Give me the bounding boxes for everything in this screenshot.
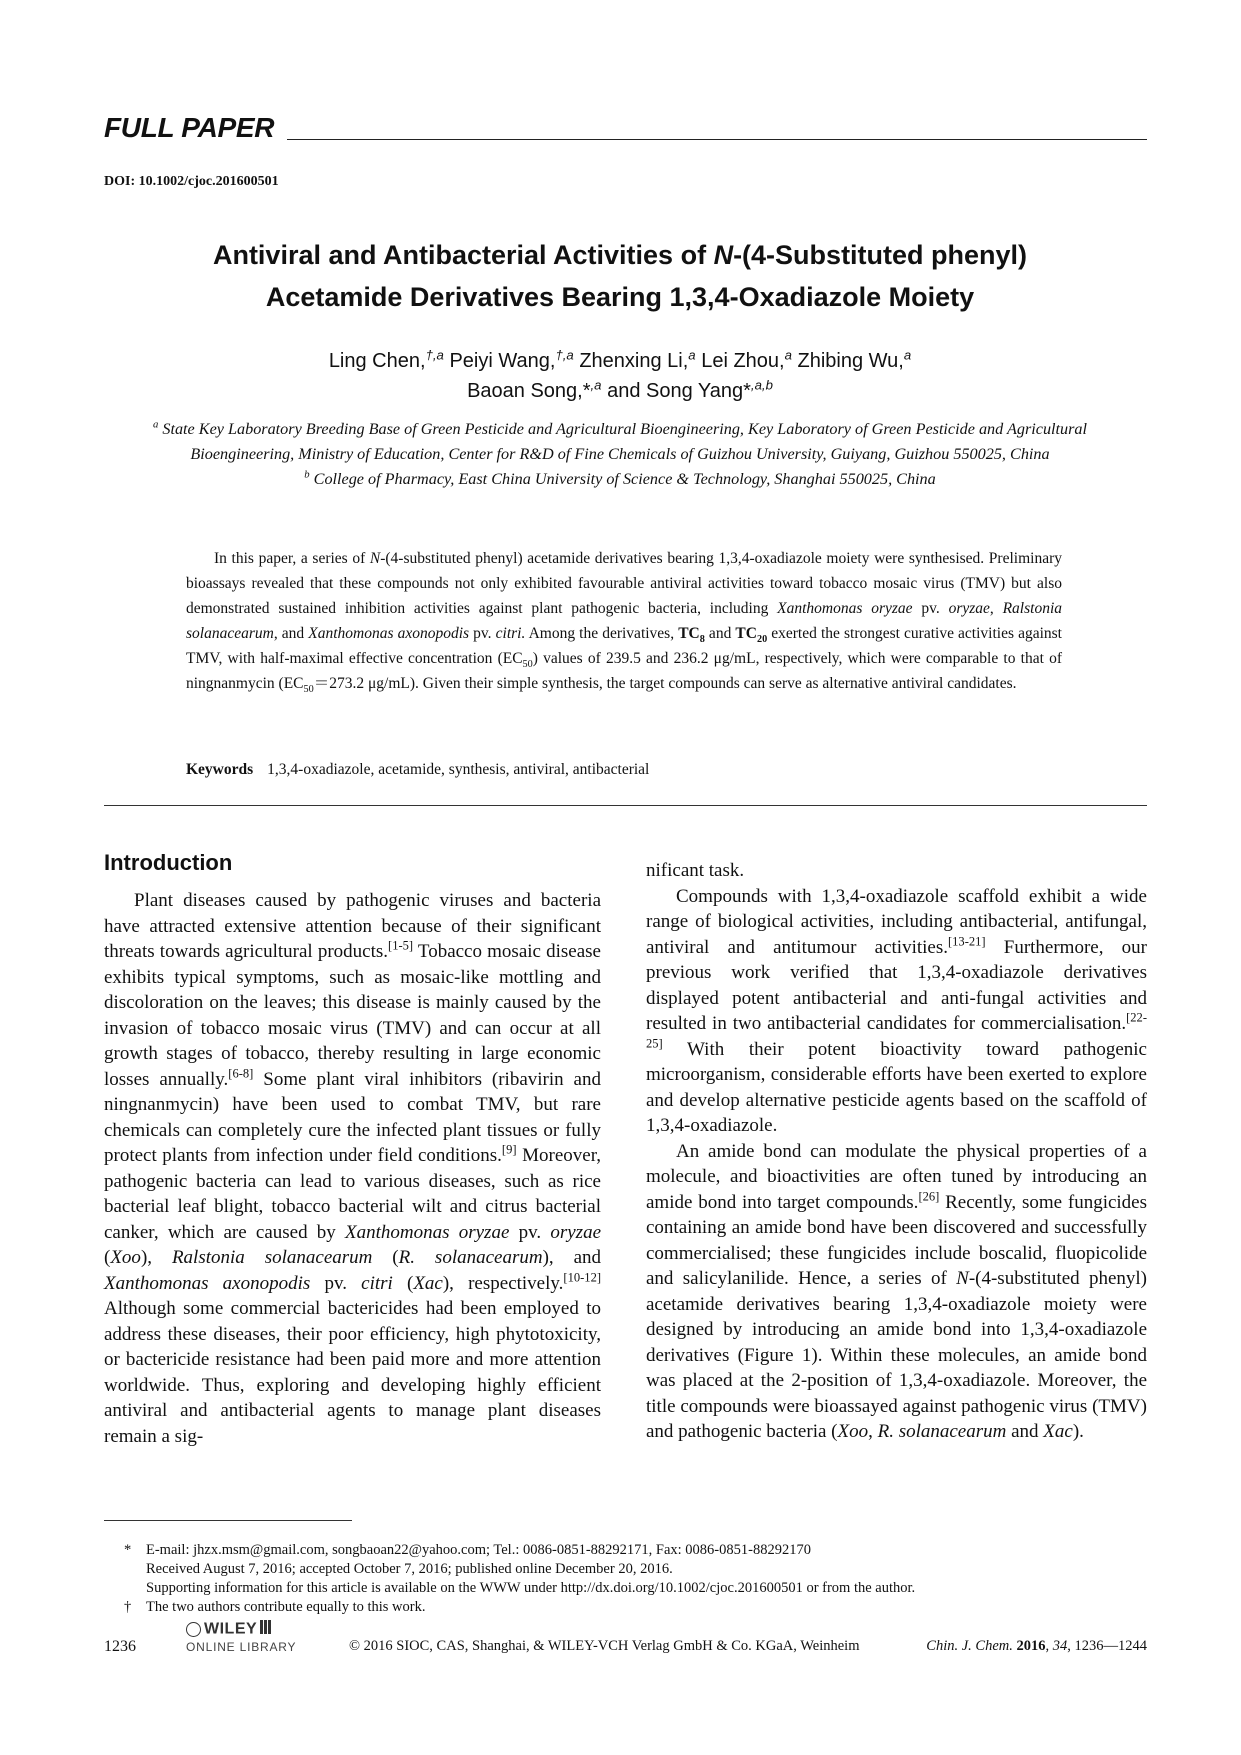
intro-paragraph-1: Plant diseases caused by pathogenic viruses and bacteria have attracted extensive attention because of their significant threats towards agricultural products.[1-5] Tobacco mosaic disease exhibits typical symptoms, such as mosaic-like mottling and discoloration on the leaves; this disease is mainly caused by the invasion of tobacco mosaic virus (TMV) and can occur at all growth stages of tobacco, thereby resulting in large economic losses annually.[6-8] Some plant viral inhibitors (ribavirin and ningnanmycin) have been used to combat TMV, but rare chemicals can completely cure the infected plant tissues or fully protect plants from infection under field conditions.[9] Moreover, pathogenic bacteria can lead to various diseases, such as rice bacterial leaf blight, tobacco bacterial wilt and citrus bacterial canker, which are caused by Xanthomonas oryzae pv. oryzae (Xoo), Ralstonia solanacearum (R. solanacearum), and Xanthomonas axonopodis pv. citri (Xac), respectively.[10-12] Although some commercial bactericides had been employed to address these diseases, their poor efficiency, high phytotoxicity, or bactericide resistance had been paid more and more attention worldwide. Thus, exploring and developing highly efficient antiviral and antibacterial agents to manage plant diseases remain a sig- [104, 890, 602, 1447]
affiliation-b: $^b$ College of Pharmacy, East China University of Science & Technology, Shanghai 550025, China [304, 468, 936, 488]
author: Zhenxing Li, [573, 350, 689, 372]
citation-ref[interactable]: [6-8] [228, 1066, 254, 1081]
citation-ref[interactable]: [22-25] [646, 1010, 1147, 1051]
footnote-divider [104, 1520, 352, 1521]
footnote-corresponding: * E-mail: jhzx.msm@gmail.com, songbaoan22@yahoo.com; Tel.: 0086-0851-88292171, Fax: 0086-0851-88292170 Received August 7, 2016; accepted October 7, 2016; published online December 20, 2016. Supporting information for this article is available on the WWW under http://dx.doi.org/10.1002/cjoc.201600501 or from the author. [124, 1542, 916, 1596]
intro-paragraph-1-continued: nificant task. [646, 860, 745, 881]
citation-ref[interactable]: [9] [501, 1142, 517, 1157]
author: Ling Chen, [328, 350, 426, 372]
left-column [104, 850, 601, 1449]
citation-ref[interactable]: [10-12] [563, 1270, 602, 1285]
header-rule [287, 139, 1147, 140]
section-label: FULL PAPER [104, 112, 275, 143]
citation-ref[interactable]: [13-21] [947, 934, 986, 949]
keywords [186, 761, 649, 779]
paper-title: Antiviral and Antibacterial Activities of N-(4-Substituted phenyl) Acetamide Derivatives Bearing 1,3,4-Oxadiazole Moiety [212, 240, 1028, 312]
author: Baoan Song,* [467, 380, 591, 402]
abstract-divider [104, 805, 1147, 806]
footnotes [104, 1541, 1147, 1617]
author: Peiyi Wang, [443, 350, 556, 372]
citation-ref[interactable]: [26] [918, 1189, 940, 1204]
keywords-text: 1,3,4-oxadiazole, acetamide, synthesis, antiviral, antibacterial [267, 761, 650, 778]
copyright: © 2016 SIOC, CAS, Shanghai, & WILEY-VCH Verlag GmbH & Co. KGaA, Weinheim [349, 1638, 860, 1654]
wiley-logo: WILEY ONLINE LIBRARY [186, 1620, 297, 1654]
author: and Song Yang* [601, 380, 751, 402]
page-footer [104, 1620, 1147, 1660]
page-header [104, 112, 1147, 146]
page-number: 1236 [104, 1638, 136, 1655]
doi: DOI: 10.1002/cjoc.201600501 [104, 174, 279, 189]
right-column [646, 858, 1147, 1445]
author: Zhibing Wu, [791, 350, 904, 372]
affiliations [150, 417, 1090, 492]
journal-citation: Chin. J. Chem. 2016, 34, 1236—1244 [926, 1638, 1147, 1654]
wiley-circle-icon [186, 1622, 201, 1637]
affiliation-a: $^a$ State Key Laboratory Breeding Base of Green Pesticide and Agricultural Bioengineering, Key Laboratory of Green Pesticide and Agricultural Bioengineering, Ministry of Education, Center for R&D of Fine Chemicals of Guizhou University, Guiyang, Guizhou 550025, China [152, 418, 1088, 463]
footnote-equal-contribution: † The two authors contribute equally to this work. [124, 1599, 426, 1615]
book-stack-icon [260, 1620, 272, 1639]
abstract: In this paper, a series of N-(4-substituted phenyl) acetamide derivatives bearing 1,3,4-oxadiazole moiety were synthesised. Preliminary bioassays revealed that these compounds not only exhibited favourable antiviral activities toward tobacco mosaic virus (TMV) but also demonstrated sustained inhibition activities against plant pathogenic bacteria, including Xanthomonas oryzae pv. oryzae, Ralstonia solanacearum, and Xanthomonas axonopodis pv. citri. Among the derivatives, $TC_8$ and $TC_{20}$ exerted the strongest curative activities against TMV, with half-maximal effective concentration $(EC_{50})$ values of 239.5 and 236.2 μg/mL, respectively, which were comparable to that of ningnanmycin ($EC_{50}=273.2$ μg/mL). Given their simple synthesis, the target compounds can serve as alternative antiviral candidates. [186, 550, 1063, 696]
section-heading: Introduction [104, 850, 233, 875]
author-list: Ling Chen,$^{\dagger,a}$ Peiyi Wang,$^{\dagger,a}$ Zhenxing Li,$^a$ Lei Zhou,$^a$ Zhibing Wu,$^a$ Baoan Song,*$^{,a}$ and Song Yang*$^{,a,b}$ [328, 347, 912, 402]
author: Lei Zhou, [695, 350, 785, 372]
keywords-label: Keywords [186, 761, 254, 778]
citation-ref[interactable]: [1-5] [388, 938, 414, 953]
intro-paragraph-3: An amide bond can modulate the physical properties of a molecule, and bioactivities are often tuned by introducing an amide bond into target compounds.[26] Recently, some fungicides containing an amide bond have been discovered and successfully commercialised; these fungicides include boscalid, fluopicolide and salicylanilide. Hence, a series of N-(4-substituted phenyl) acetamide derivatives bearing 1,3,4-oxadiazole moiety were designed by introducing an amide bond into 1,3,4-oxadiazole derivatives (Figure 1). Within these molecules, an amide bond was placed at the 2-position of 1,3,4-oxadiazole. Moreover, the title compounds were bioassayed against pathogenic virus (TMV) and pathogenic bacteria (Xoo, R. solanacearum and Xac). [646, 1140, 1148, 1442]
intro-paragraph-2: Compounds with 1,3,4-oxadiazole scaffold exhibit a wide range of biological activities, including antibacterial, antifungal, antiviral and antitumour activities.[13-21] Furthermore, our previous work verified that 1,3,4-oxadiazole derivatives displayed potent antibacterial and anti-fungal activities and resulted in two antibacterial candidates for commercialisation.[22-25] With their potent bioactivity toward pathogenic microorganism, considerable efforts have been exerted to explore and develop alternative pesticide agents based on the scaffold of 1,3,4-oxadiazole. [646, 885, 1147, 1136]
